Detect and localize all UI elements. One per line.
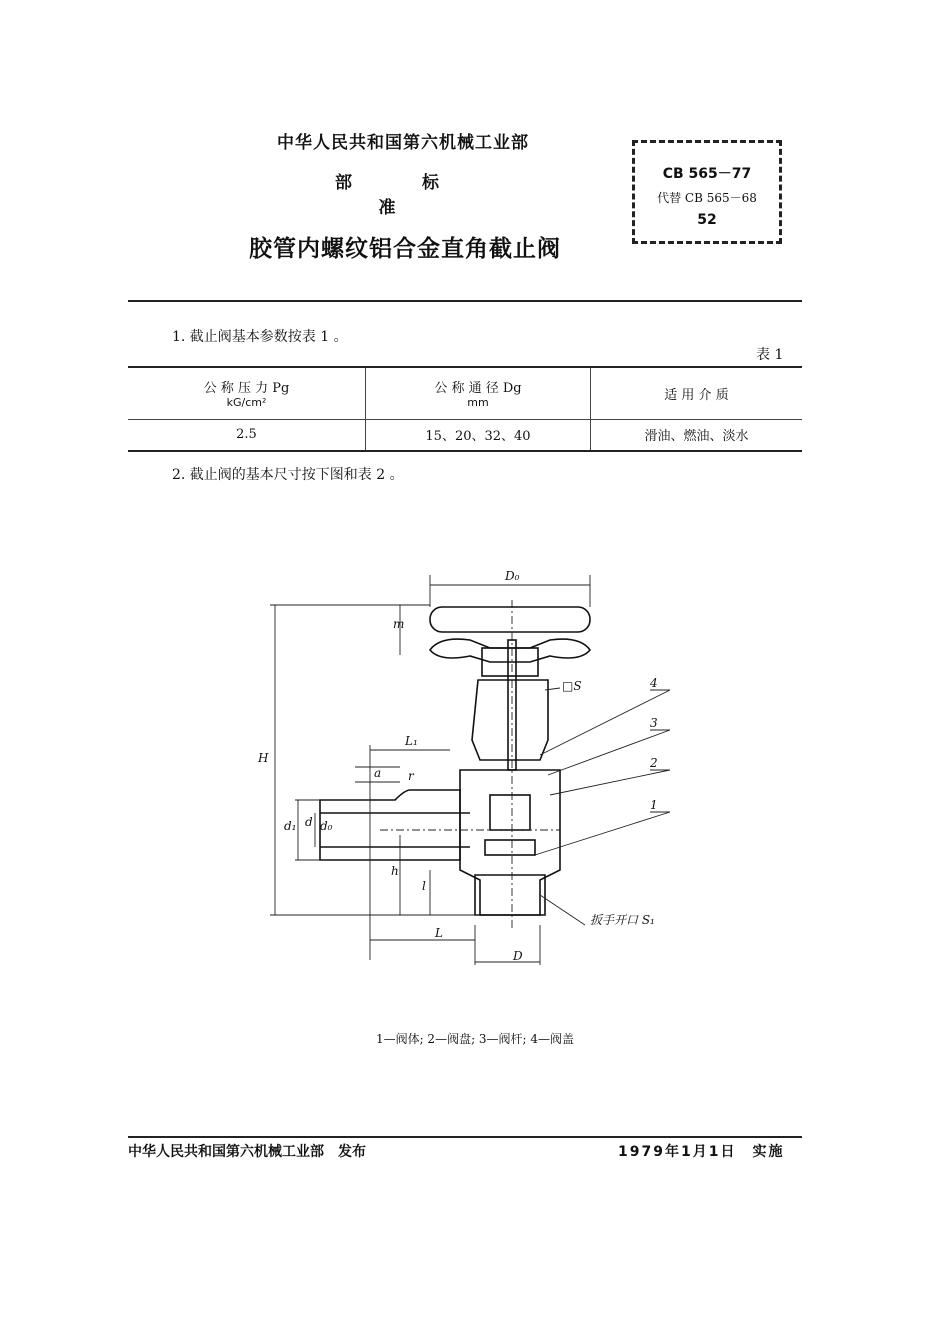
lower-port <box>475 875 545 915</box>
replaces-code: 代替 CB 565－68 <box>657 191 757 205</box>
label-l: l <box>422 879 426 893</box>
label-d: d <box>305 815 313 829</box>
section-1-text: 1. 截止阀基本参数按表 1 。 <box>172 329 348 345</box>
header-diameter: 公 称 通 径 Dg mm <box>366 367 591 419</box>
standard-code: CB 565－77 <box>662 166 752 182</box>
publisher: 中华人民共和国第六机械工业部 发布 <box>128 1144 366 1160</box>
label-wrench: 扳手开口 S₁ <box>590 913 655 927</box>
label-D0: D₀ <box>505 569 520 583</box>
handwheel-spokes <box>430 639 590 662</box>
drawing-caption: 1—阀体; 2—阀盘; 3—阀杆; 4—阀盖 <box>375 1032 575 1046</box>
bonnet <box>472 680 548 760</box>
standard-number: 52 <box>697 212 717 228</box>
label-d0: d₀ <box>320 819 333 833</box>
label-S: □S <box>562 679 582 693</box>
ministry-name: 中华人民共和国第六机械工业部 <box>277 133 529 153</box>
label-m: m <box>393 617 405 631</box>
footer-divider <box>128 1136 802 1138</box>
part-number-2: 2 <box>650 756 658 770</box>
handwheel-rim <box>430 607 590 632</box>
cell-pressure: 2.5 <box>236 427 257 443</box>
label-L: L <box>435 926 443 940</box>
label-D: D <box>513 949 523 963</box>
label-L1: L₁ <box>405 734 418 748</box>
part-number-1: 1 <box>650 798 658 812</box>
label-a: a <box>374 766 382 780</box>
valve-disc <box>490 795 530 830</box>
part-number-4: 4 <box>650 676 658 690</box>
inlet-pipe <box>320 790 460 860</box>
label-h: h <box>391 864 399 878</box>
header-pressure: 公 称 压 力 Pg kG/cm² <box>203 381 290 410</box>
cell-diameter: 15、20、32、40 <box>366 419 591 451</box>
header-medium: 适 用 介 质 <box>591 367 803 419</box>
disc-nut <box>485 840 535 855</box>
label-H: H <box>258 751 269 765</box>
effective-date: 1979年1月1日 实施 <box>618 1144 785 1160</box>
part-number-3: 3 <box>650 716 658 730</box>
label-r: r <box>408 769 414 783</box>
document-title: 胶管内螺纹铝合金直角截止阀 <box>249 236 561 262</box>
standard-type: 部 标 准 <box>335 173 471 218</box>
table-label: 表 1 <box>756 347 784 363</box>
cell-medium: 滑油、燃油、淡水 <box>591 419 803 451</box>
label-d1: d₁ <box>284 819 297 833</box>
section-2-text: 2. 截止阀的基本尺寸按下图和表 2 。 <box>172 467 404 483</box>
